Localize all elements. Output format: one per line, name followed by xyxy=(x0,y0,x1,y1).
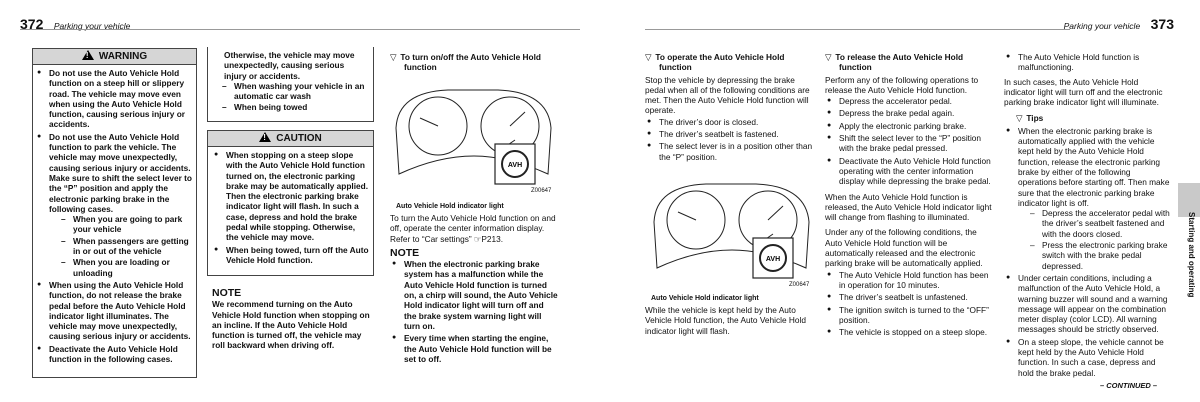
left-page-header xyxy=(20,16,130,36)
release-item: ● Apply the electronic parking brake. xyxy=(825,121,993,131)
right-gauge-needle xyxy=(768,206,783,220)
meter-figure-1 xyxy=(388,78,558,196)
right-page-number: 373 xyxy=(1150,16,1174,32)
avh-indicator-text: AVH xyxy=(765,256,781,263)
warning-item: ● When using the Auto Vehicle Hold function, do not release the brake pedal before the Auto Vehicle Hold indicator light illuminates. The vehicle may move unexpectedly, causing serious injury or accidents. xyxy=(35,280,192,342)
turn-on-off-note-item: ● When the electronic parking brake system has a malfunction while the Auto Vehicle Hold function is turned on, a chirp will sound, the Auto Vehicle Hold indicator light will turn off and the brake system warning light will turn on. xyxy=(390,259,558,331)
caution-item: ● When stopping on a steep slope with the Auto Vehicle Hold function turned on, the electronic parking brake may be automatically applied. Then the electronic parking brake indicator light will flash. In such a case, depress and hold the brake pedal while stopping. Otherwise, the vehicle may move. xyxy=(212,150,369,243)
warning-cont-dash-item: – When washing your vehicle in an automatic car wash xyxy=(210,81,369,102)
left-page-number: 372 xyxy=(20,16,44,32)
turn-on-off-body xyxy=(390,213,558,366)
turn-on-off-title: To turn on/off the Auto Vehicle Hold function xyxy=(400,52,541,73)
note-text: We recommend turning on the Auto Vehicle Hold function when stopping on an incline. If the Auto Vehicle Hold function is turned off, the vehicle may roll backward when driving off. xyxy=(212,299,370,351)
avh-indicator-text: AVH xyxy=(507,162,523,169)
figure-caption-2 xyxy=(651,294,811,304)
left-gauge-needle xyxy=(678,212,696,220)
tips-item: ● Under certain conditions, including a malfunction of the Auto Vehicle Hold, a warning buzzer will sound and a warning message will appear on the combination meter display (color LCD). All warning messages should be strictly observed. xyxy=(1004,273,1170,335)
figure-caption-2-text: Auto Vehicle Hold indicator light xyxy=(651,295,759,302)
release-section: ▽ To release the Auto Vehicle Hold function Perform any of the following operations to release the Auto Vehicle Hold function. ● Depress the accelerator pedal. ● Depress the brake pedal again. ● Apply the electronic parking brake. ● Shift the select lever to the “P” position with the brake pedal pressed. ● Deactivate the Auto Vehicle Hold function operating with the center information display while depressing the brake pedal. When the Auto Vehicle Hold function is released, the Auto Vehicle Hold indicator light will change from flashing to illuminated. Under any of the following conditions, the Auto Vehicle Hold function will be automatically released and the electronic parking brake will be automatically applied. ● The Auto Vehicle Hold function has been in operation for 10 minutes. ● The driver’s seatbelt is unfastened. ● The ignition switch is turned to the “OFF” position. ● The vehicle is stopped on a steep slope. xyxy=(825,52,993,339)
caution-title: CAUTION xyxy=(276,133,322,144)
tips-item: ● When the electronic parking brake is automatically applied with the vehicle kept held by the Auto Vehicle Hold function, release the electronic parking brake by either of the following operations before starting off. Then make sure that the electronic parking brake indicator light is off. – Depress the accelerator pedal with the driver’s seatbelt fastened and with the doors closed. – Press the electronic parking brake switch with the brake pedal depressed. xyxy=(1004,126,1170,271)
release-item: ● Depress the brake pedal again. xyxy=(825,108,993,118)
operate-title: To operate the Auto Vehicle Hold function xyxy=(655,52,785,73)
caution-body xyxy=(208,147,373,265)
figure-code-1: Z00647 xyxy=(531,188,552,194)
right-header-rule xyxy=(645,29,1070,30)
warning-box xyxy=(32,48,197,378)
release-item: ● Deactivate the Auto Vehicle Hold function operating with the center information display while depressing the brake pedal. xyxy=(825,156,993,187)
note-section xyxy=(212,286,375,351)
warning-cont-dash-item: – When being towed xyxy=(210,102,369,112)
warning-icon xyxy=(82,50,94,60)
caution-header xyxy=(208,131,373,147)
figure-code-2: Z00647 xyxy=(789,282,810,288)
release-auto-item: ● The Auto Vehicle Hold function has been in operation for 10 minutes. xyxy=(825,270,993,291)
right-gauge-needle xyxy=(510,112,525,126)
warning-body xyxy=(33,65,196,364)
tips-dash-item: – Depress the accelerator pedal with the driver’s seatbelt fastened and with the doors closed. xyxy=(1018,208,1170,239)
left-header-rule xyxy=(20,29,580,30)
warning-dash-item: – When you are going to park your vehicle xyxy=(49,214,192,235)
release-item: ● Depress the accelerator pedal. xyxy=(825,96,993,106)
caution-item: ● When being towed, turn off the Auto Vehicle Hold function. xyxy=(212,245,369,266)
warning-continuation-text: Otherwise, the vehicle may move unexpectedly, causing serious injury or accidents. xyxy=(224,50,355,81)
warning-title: WARNING xyxy=(98,51,148,62)
turn-on-off-note-title: NOTE xyxy=(390,246,420,259)
warning-dash-item: – When you are loading or unloading xyxy=(49,257,192,278)
operate-after-text: While the vehicle is kept held by the Auto Vehicle Hold function, the Auto Vehicle Hold indicator light will flash. xyxy=(645,305,806,336)
caution-box xyxy=(207,130,374,276)
release-auto-intro: Under any of the following conditions, the Auto Vehicle Hold function will be automatically released and the electronic parking brake will be automatically applied. xyxy=(825,227,983,269)
warning-continuation-box xyxy=(207,47,374,122)
right-running-title: Parking your vehicle xyxy=(1063,21,1141,31)
release-released-text: When the Auto Vehicle Hold function is released, the Auto Vehicle Hold indicator light will change from flashing to illuminated. xyxy=(825,191,992,223)
note-title: NOTE xyxy=(212,287,242,299)
release-auto-item: ● The ignition switch is turned to the “OFF” position. xyxy=(825,305,993,326)
operate-after xyxy=(645,305,813,336)
operate-text: Stop the vehicle by depressing the brake pedal when all of the following conditions are met. Then the Auto Vehicle Hold function will operate. xyxy=(645,74,810,116)
release-item: ● Shift the select lever to the “P” position with the brake pedal pressed. xyxy=(825,133,993,154)
side-tab-label xyxy=(1184,212,1198,307)
turn-on-off-note-item: ● Every time when starting the engine, the Auto Vehicle Hold function will be set to off. xyxy=(390,333,558,364)
operate-item: ● The select lever is in a position other than the “P” position. xyxy=(645,141,813,162)
tips-title: Tips xyxy=(1026,113,1044,124)
caution-icon xyxy=(259,132,271,142)
release-intro: Perform any of the following operations to release the Auto Vehicle Hold function. xyxy=(825,74,979,95)
right-col-text: In such cases, the Auto Vehicle Hold indicator light will turn off and the electronic parking brake indicator light will illuminate. xyxy=(1004,76,1163,108)
malfunction-item: ● The Auto Vehicle Hold function is malfunctioning. xyxy=(1004,52,1170,73)
left-running-title: Parking your vehicle xyxy=(53,21,131,31)
tips-item: ● On a steep slope, the vehicle cannot be kept held by the Auto Vehicle Hold function. In such a case, depress and hold the brake pedal. xyxy=(1004,337,1170,378)
right-page-header xyxy=(1064,16,1174,36)
figure-caption-1 xyxy=(396,202,556,212)
left-gauge-needle xyxy=(420,118,438,126)
tips-dash-item: – Press the electronic parking brake switch with the brake pedal depressed. xyxy=(1018,240,1170,271)
release-auto-item: ● The vehicle is stopped on a steep slope. xyxy=(825,327,993,337)
warning-header xyxy=(33,49,196,65)
warning-dash-item: – When passengers are getting in or out of the vehicle xyxy=(49,236,192,257)
continued-label: – CONTINUED – xyxy=(1100,381,1158,390)
figure-caption-1-text: Auto Vehicle Hold indicator light xyxy=(396,203,504,210)
operate-item: ● The driver’s door is closed. xyxy=(645,117,813,127)
turn-on-off-heading: ▽ To turn on/off the Auto Vehicle Hold function xyxy=(390,52,541,73)
meter-figure-2 xyxy=(646,172,816,290)
warning-item: ● Do not use the Auto Vehicle Hold function to park the vehicle. The vehicle may move unexpectedly, causing serious injury or accidents. Make sure to shift the select lever to the “P” position and apply the electronic parking brake in the following cases. – When you are going to park your vehicle – When passengers are getting in or out of the vehicle – When you are loading or unloading xyxy=(35,132,192,278)
warning-continuation xyxy=(208,47,373,113)
turn-on-off-text: To turn the Auto Vehicle Hold function on and off, operate the center information display. Refer to “Car settings” ☞P213. xyxy=(390,213,556,244)
side-tab-text: Starting and operating xyxy=(1187,212,1196,298)
release-auto-item: ● The driver’s seatbelt is unfastened. xyxy=(825,292,993,302)
operate-section: ▽ To operate the Auto Vehicle Hold function Stop the vehicle by depressing the brake pedal when all of the following conditions are met. Then the Auto Vehicle Hold function will operate. ● The driver’s door is closed. ● The driver’s seatbelt is fastened. ● The select lever is in a position other than the “P” position. xyxy=(645,52,813,164)
right-column: ● The Auto Vehicle Hold function is malfunctioning. In such cases, the Auto Vehicle Hold indicator light will turn off and the electronic parking brake indicator light will illuminate. ▽ Tips ● When the electronic parking brake is automatically applied with the vehicle kept held by the Auto Vehicle Hold function, release the electronic parking brake by either of the following operations before starting off. Then make sure that the electronic parking brake indicator light is off. – Depress the accelerator pedal with the driver’s seatbelt fastened and with the doors closed. – Press the electronic parking brake switch with the brake pedal depressed. ● Under certain conditions, including a malfunction of the Auto Vehicle Hold, a warning buzzer will sound and a warning message will appear on the combination meter display (color LCD). All warning messages should be strictly observed. ● On a steep slope, the vehicle cannot be kept held by the Auto Vehicle Hold function. In such a case, depress and hold the brake pedal. xyxy=(1004,52,1170,380)
release-title: To release the Auto Vehicle Hold function xyxy=(835,52,964,73)
warning-item: ● Deactivate the Auto Vehicle Hold function in the following cases. xyxy=(35,344,192,365)
operate-item: ● The driver’s seatbelt is fastened. xyxy=(645,129,813,139)
warning-item: ● Do not use the Auto Vehicle Hold function on a steep hill or slippery road. The vehicle may move even when using the Auto Vehicle Hold function, causing serious injury or accidents. xyxy=(35,68,192,130)
